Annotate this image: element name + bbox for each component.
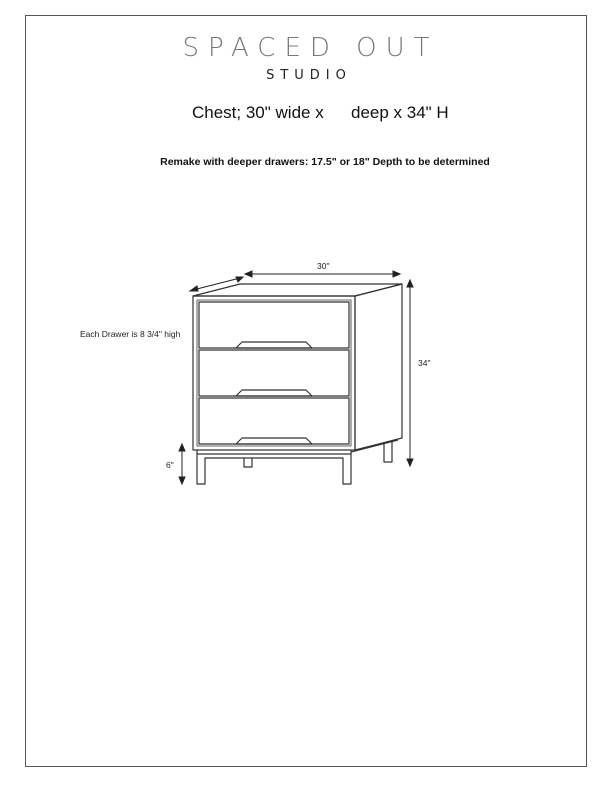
width-arrowhead-end — [393, 271, 400, 277]
base-side-rail — [351, 440, 398, 452]
chest-top — [193, 284, 402, 296]
chest-inner-frame — [197, 300, 351, 446]
logo-subtitle: STUDIO — [266, 68, 352, 83]
height-dimension-label: 34" — [418, 358, 431, 368]
title-width: Chest; 30" wide x — [192, 103, 324, 122]
drawer-1 — [199, 302, 349, 348]
chest-side — [355, 284, 402, 450]
title-depth-height: deep x 34" H — [351, 103, 449, 122]
depth-arrow-line — [193, 278, 240, 290]
drawer-3 — [199, 398, 349, 444]
drawer-pull-1 — [236, 342, 312, 348]
drawer-height-note: Each Drawer is 8 3/4" high — [80, 329, 181, 339]
leg-arrowhead-bottom — [179, 477, 185, 484]
back-leg-left — [244, 458, 252, 467]
depth-arrowhead-end — [236, 277, 243, 282]
chest-front-frame — [193, 296, 355, 450]
leg-arrowhead-top — [179, 444, 185, 451]
remake-note: Remake with deeper drawers: 17.5" or 18" Depth to be determined — [160, 156, 490, 168]
drawer-2 — [199, 350, 349, 396]
logo-wordmark: SPACED OUT — [182, 33, 439, 63]
leg-dimension-label: 6" — [166, 460, 174, 470]
depth-arrowhead-start — [190, 286, 198, 291]
width-arrowhead-start — [245, 271, 252, 277]
chest-base — [197, 450, 351, 484]
width-dimension-label: 30" — [317, 261, 330, 271]
back-leg-right — [384, 442, 392, 462]
drawer-pull-3 — [236, 438, 312, 444]
height-arrowhead-top — [407, 280, 413, 287]
drawer-pull-2 — [236, 390, 312, 396]
height-arrowhead-bottom — [407, 459, 413, 466]
